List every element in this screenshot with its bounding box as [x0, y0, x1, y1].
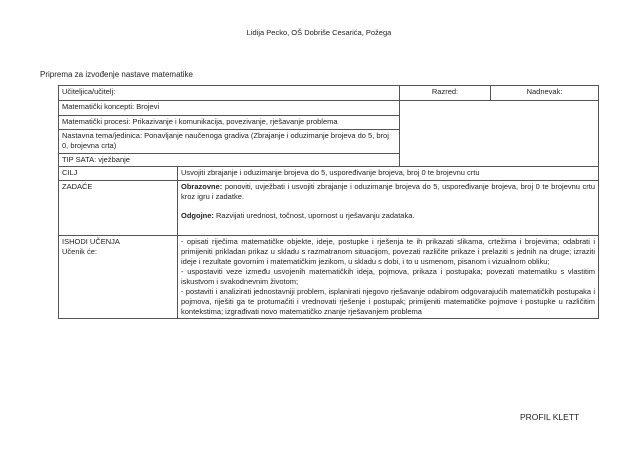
list-item: - uspostaviti veze između usvojenih matematičkih ideja, pojmova, prikaza i postupaka; povezati matematiku s vlastitim iskustvom i svakodnevnim životom;: [181, 267, 596, 286]
cilj-label: CILJ: [59, 167, 178, 181]
cilj-text: Usvojiti zbrajanje i oduzimanje brojeva do 5, uspoređivanje brojeva, broj 0 te brojevnu crtu: [178, 167, 599, 181]
tema-cell: Nastavna tema/jedinica: Ponavljanje naučenoga gradiva (Zbrajanje i oduzimanje brojeva do 5, broj 0, brojevna crta): [59, 130, 400, 154]
table-row: [59, 236, 599, 319]
zadace-cell: [178, 181, 599, 236]
tip-sata-cell: TIP SATA: vježbanje: [59, 154, 400, 167]
odgojne-paragraph: [181, 211, 595, 221]
table-row: [59, 181, 599, 236]
ucenik-label: Učenik će:: [62, 247, 98, 256]
ishodi-label: ISHODI UČENJA: [62, 237, 120, 246]
procesi-cell: Matematički procesi: Prikazivanje i komunikacija, povezivanje, rješavanje problema: [59, 116, 400, 130]
koncepti-cell: Matematički koncepti: Brojevi: [59, 101, 400, 116]
table-row: [59, 86, 599, 101]
footer-brand: PROFIL KLETT: [520, 412, 580, 422]
empty-cell: [400, 101, 599, 167]
table-row: [59, 167, 599, 181]
zadace-label: ZADAĆE: [59, 181, 178, 236]
odgojne-label: Odgojne:: [181, 211, 214, 220]
ucitelj-cell: Učiteljica/učitelj:: [59, 86, 400, 101]
ishodi-cell: [178, 236, 599, 319]
razred-cell: Razred:: [400, 86, 491, 101]
obrazovne-label: Obrazovne:: [181, 182, 223, 191]
list-item: - opisati riječima matematičke objekte, ideje, postupke i rješenja te ih prikazati slikama, crtežima i brojevima; odabrati i primijeniti prikladan prikaz u skladu s razmatranom situacijom, povezati različite prikaze i prelaziti s jednih na druge; izraziti ideje i rezultate govornim i matematičkim jezikom, u skladu s dobi, i to u usmenom, pisanom i vizualnom obliku;: [181, 237, 596, 266]
nadnevak-cell: Nadnevak:: [491, 86, 599, 101]
table-row: [59, 101, 599, 116]
document-title: Priprema za izvođenje nastave matematike: [40, 70, 193, 79]
odgojne-text: Razvijati urednost, točnost, upornost u rješavanju zadataka.: [213, 211, 415, 220]
obrazovne-text: ponoviti, uvježbati i usvojiti zbrajanje i oduzimanje brojeva do 5, uspoređivanje brojeva, broj 0 te brojevnu crtu kroz igru i zadatke.: [181, 182, 596, 201]
ishodi-label-cell: [59, 236, 178, 319]
lesson-plan-table: [58, 85, 599, 319]
document-header: Lidija Pecko, OŠ Dobriše Cesarića, Požega: [246, 28, 392, 37]
list-item: - postaviti i analizirati jednostavniji problem, isplanirati njegovo rješavanje odabirom odgovarajućih matematičkih postupaka i pojmova, riješiti ga te protumačiti i vrednovati rješenje i postupak; primijeniti matematičke pojmove i postupke u različitim kontekstima; izgrađivati novo matematičko znanje rješavanjem problema: [181, 287, 596, 316]
obrazovne-paragraph: [181, 182, 595, 202]
